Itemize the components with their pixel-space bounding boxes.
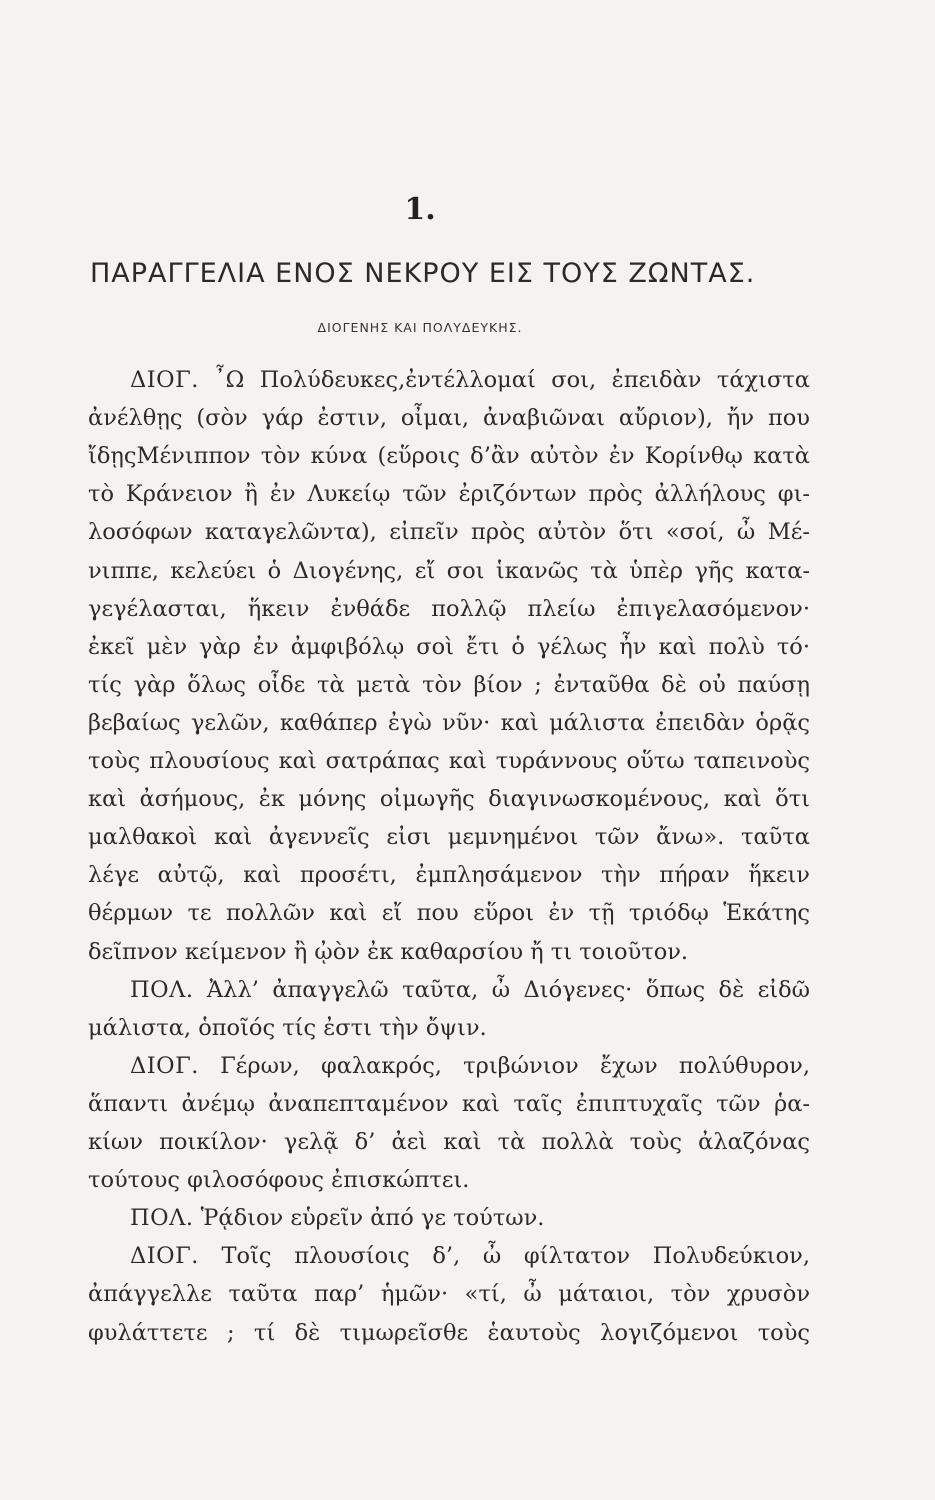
text-line [130,1238,810,1274]
line-text: βεβαίως γελῶν, καθάπερ ἐγὼ νῦν· καὶ μάλιστα ἐπειδὰν ὁρᾷς [88,709,810,736]
line-text: ἀνέλθῃς (σὸν γάρ ἐστιν, οἶμαι, ἀναβιῶναι αὔριον), ἤν που [88,405,810,432]
line-text: τούτους φιλοσόφους ἐπισκώπτει. [88,1167,470,1194]
line-text: λοσόφων καταγελῶντα), εἰπεῖν πρὸς αὐτὸν ὅτι «σοί, ὦ Μέ- [88,519,810,546]
line-text: φυλάττετε ; τί δὲ τιμωρεῖσθε ἑαυτοὺς λογιζόμενοι τοὺς [88,1319,810,1346]
speaker-label: ΔΙΟΓ. [130,1243,199,1270]
text-line [130,1048,810,1084]
text-line [88,476,810,512]
text-line [88,400,810,436]
line-text: τίς γὰρ ὅλως οἶδε τὰ μετὰ τὸν βίον ; ἐνταῦθα δὲ οὐ παύσῃ [88,671,810,698]
line-text: Ἀλλ’ ἀπαγγελῶ ταῦτα, ὦ Διόγενες· ὅπως δὲ εἰδῶ [193,976,810,1003]
text-line [130,972,810,1008]
text-line [88,1315,810,1351]
line-text: τὸ Κράνειον ἢ ἐν Λυκείῳ τῶν ἐριζόντων πρὸς ἀλλήλους φι- [88,481,810,508]
text-line [88,1124,810,1160]
dialogue-subtitle: ΔΙΟΓΕΝΗΣ ΚΑΙ ΠΟΛΥΔΕΥΚΗΣ. [317,320,523,335]
section-number: 1. [404,192,436,227]
text-line [88,1162,810,1198]
line-text: Τοῖς πλουσίοις δ’, ὦ φίλτατον Πολυδεύκιον, [198,1243,810,1270]
line-text: λέγε αὐτῷ, καὶ προσέτι, ἐμπλησάμενον τὴν πήραν ἥκειν [88,862,810,889]
speaker-label: ΔΙΟΓ. [130,1052,199,1079]
line-text: ἴδῃςΜένιππον τὸν κύνα (εὕροις δ’ἂν αὐτὸν ἐν Κορίνθῳ κατὰ [88,443,810,470]
line-text: Ῥᾴδιον εὑρεῖν ἀπό γε τούτων. [193,1205,545,1232]
text-line [88,1010,810,1046]
line-text: κίων ποικίλον· γελᾷ δ’ ἀεὶ καὶ τὰ πολλὰ τοὺς ἀλαζόνας [88,1129,810,1155]
text-line [88,781,810,817]
line-text: καὶ ἀσήμους, ἐκ μόνης οἰμωγῆς διαγινωσκομένους, καὶ ὅτι [88,786,810,813]
text-line [88,514,810,550]
text-line [88,857,810,893]
line-text: ἐκεῖ μὲν γὰρ ἐν ἀμφιβόλῳ σοὶ ἔτι ὁ γέλως ἦν καὶ πολὺ τό· [88,633,810,660]
text-line [88,629,810,665]
text-line [88,934,810,970]
line-text: ἀπάγγελλε ταῦτα παρ’ ἡμῶν· «τί, ὦ μάταιοι, τὸν χρυσὸν [88,1281,810,1308]
speaker-label: ΠΟΛ. [130,1205,194,1232]
text-line [88,591,810,627]
speaker-label: ΔΙΟΓ. [130,367,199,393]
text-line [88,705,810,741]
line-text: νιππε, κελεύει ὁ Διογένης, εἴ σοι ἱκανῶς τὰ ὑπὲρ γῆς κατα- [88,557,810,584]
line-text: θέρμων τε πολλῶν καὶ εἴ που εὕροι ἐν τῇ τριόδῳ Ἑκάτης [88,900,810,927]
text-line [88,667,810,703]
line-text: μαλθακοὶ καὶ ἀγεννεῖς εἰσι μεμνημένοι τῶν ἄνω». ταῦτα [88,824,810,851]
speaker-label: ΠΟΛ. [130,976,194,1003]
text-line [88,895,810,931]
text-line [88,1276,810,1312]
line-text: Γέρων, φαλακρός, τριβώνιον ἔχων πολύθυρον, [198,1052,810,1079]
line-text: ἅπαντι ἀνέμῳ ἀναπεπταμένον καὶ ταῖς ἐπιπτυχαῖς τῶν ῥα- [88,1090,810,1117]
line-text: μάλιστα, ὁποῖός τίς ἐστι τὴν ὄψιν. [88,1014,487,1041]
line-text: τοὺς πλουσίους καὶ σατράπας καὶ τυράννους οὕτω ταπεινοὺς [88,748,810,774]
line-text: ῏Ω Πολύδευκες,ἐντέλλομαί σοι, ἐπειδὰν τάχιστα [198,367,810,393]
text-line [88,743,810,779]
text-line [130,362,810,398]
text-line [88,819,810,855]
text-line [88,1086,810,1122]
text-line [88,438,810,474]
text-line [130,1200,810,1236]
line-text: γεγέλασται, ἥκειν ἐνθάδε πολλῷ πλείω ἐπιγελασόμενον· [88,595,810,622]
text-line [88,553,810,589]
dialogue-title: ΠΑΡΑΓΓΕΛΙΑ ΕΝΟΣ ΝΕΚΡΟΥ ΕΙΣ ΤΟΥΣ ΖΩΝΤΑΣ. [90,258,756,289]
line-text: δεῖπνον κείμενον ἢ ᾠὸν ἐκ καθαρσίου ἤ τι τοιοῦτον. [88,938,689,965]
